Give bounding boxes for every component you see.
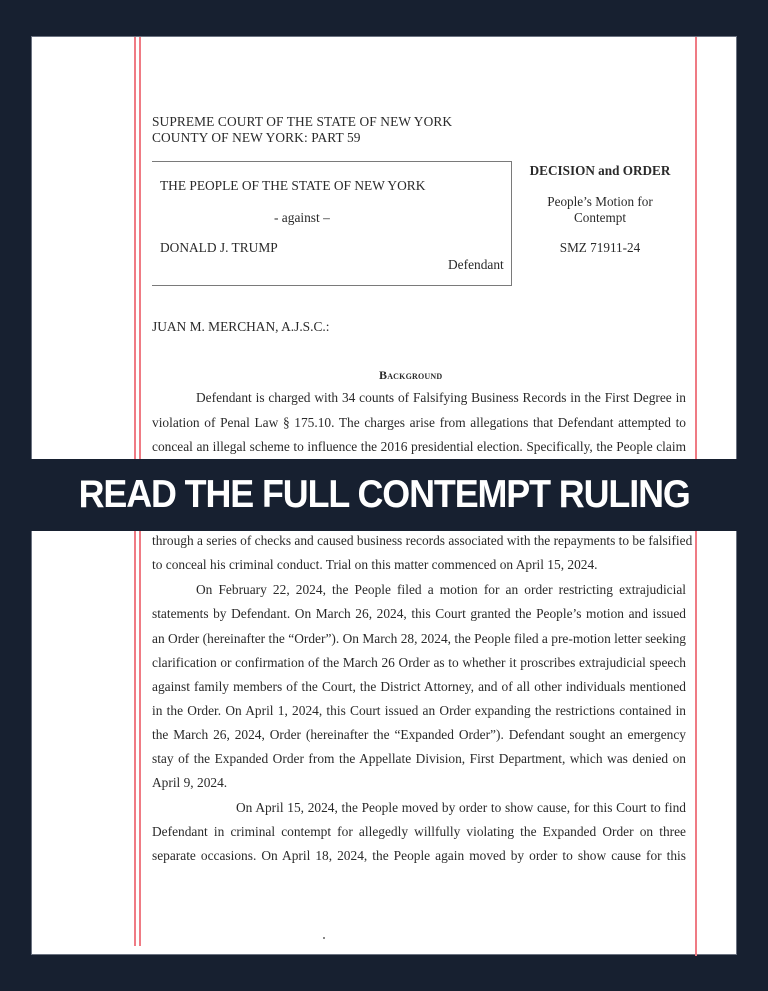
body-line: stay of the Expanded Order from the Appellate Division, First Department, which was denied on [152, 751, 686, 766]
body-line: separate occasions. On April 18, 2024, the People again moved by order to show cause for this [152, 848, 686, 863]
motion-line2: Contempt [573, 210, 627, 225]
body-line: statements by Defendant. On March 26, 2024, this Court granted the People’s motion and issued [152, 606, 686, 621]
body-line: Defendant in criminal contempt for allegedly willfully violating the Expanded Order on three [152, 824, 686, 839]
body-line: through a series of checks and caused business records associated with the repayments to be falsified [152, 533, 693, 548]
banner-label[interactable]: READ THE FULL CONTEMPT RULING [78, 473, 690, 516]
body-line: Defendant is charged with 34 counts of Falsifying Business Records in the First Degree in [196, 390, 686, 405]
section-heading-background: Background [379, 368, 443, 382]
body-line: April 9, 2024. [152, 775, 228, 790]
read-full-ruling-banner[interactable] [0, 459, 768, 531]
body-line: On February 22, 2024, the People filed a motion for an order restricting extrajudicial [196, 582, 686, 597]
body-line: conceal an illegal scheme to influence the 2016 presidential election. Specifically, the People claim [152, 439, 686, 454]
judge-name: JUAN M. MERCHAN, A.J.S.C.: [152, 319, 330, 334]
court-name-line1: SUPREME COURT OF THE STATE OF NEW YORK [152, 114, 453, 129]
body-line: in the Order. On April 1, 2024, this Court issued an Order expanding the restrictions contained in [152, 703, 686, 718]
versus-label: - against – [274, 210, 330, 225]
motion-line1: People’s Motion for [547, 194, 653, 209]
scan-speck [323, 937, 325, 939]
defendant-name: DONALD J. TRUMP [160, 240, 278, 255]
plaintiff-name: THE PEOPLE OF THE STATE OF NEW YORK [160, 178, 426, 193]
body-line: violation of Penal Law § 175.10. The charges arise from allegations that Defendant attempted to [152, 415, 686, 430]
index-number: SMZ 71911-24 [559, 240, 641, 255]
decision-title: DECISION and ORDER [529, 163, 671, 178]
body-line: against family members of the Court, the District Attorney, and of all other individuals mentioned [152, 679, 686, 694]
body-line: clarification or confirmation of the March 26 Order as to whether it proscribes extrajudicial speech [152, 655, 686, 670]
body-line: the March 26, 2024, Order (hereinafter the “Expanded Order”). Defendant sought an emergency [152, 727, 686, 742]
court-name-line2: COUNTY OF NEW YORK: PART 59 [152, 130, 361, 145]
body-line: an Order (hereinafter the “Order”). On March 28, 2024, the People filed a pre-motion letter seeking [152, 631, 686, 646]
body-line: to conceal his criminal conduct. Trial on this matter commenced on April 15, 2024. [152, 557, 598, 572]
defendant-role: Defendant [448, 257, 504, 272]
body-line: On April 15, 2024, the People moved by order to show cause, for this Court to find [236, 800, 686, 815]
